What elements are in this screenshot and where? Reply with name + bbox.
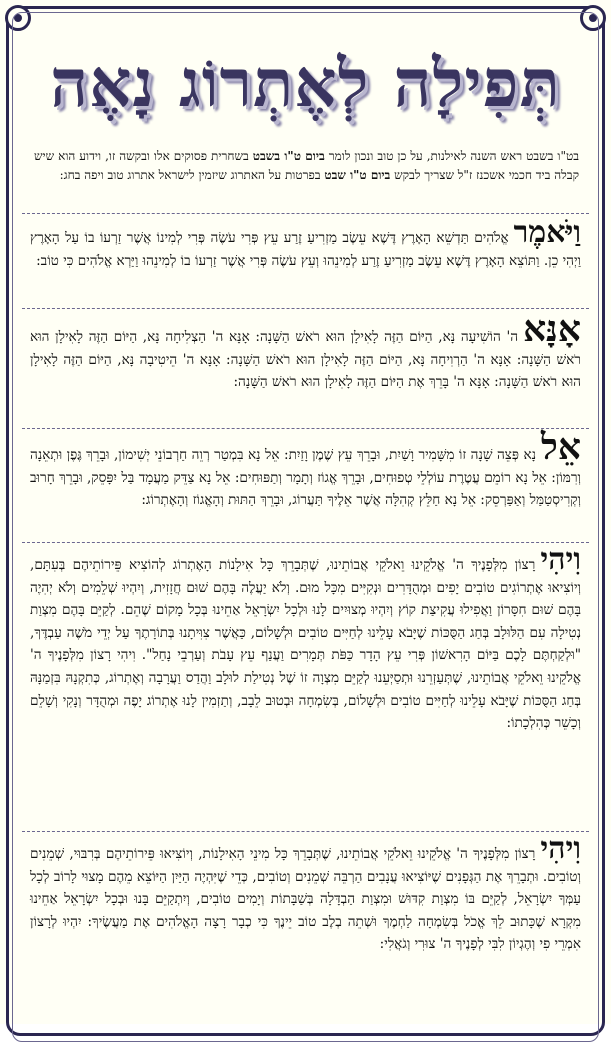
section-vayomer xyxy=(30,215,581,272)
intro-text: בפרטות על האתרוג שיזמין לישראל אתרוג טוב ויפה בחג: xyxy=(59,168,325,182)
section-ana xyxy=(30,308,581,394)
section-text: נָא פְּצֵה שָׁנָה זוֹ מִשָּׁמִיר וָשַׁיִת, וּבָרֵךְ עֵץ שֶׁמֶן וָזַיִת: אֵל נָא בִּמְטַר רְוֵה חַרְבוֹנֵי יְשִׁימוֹן, וּבָרֵךְ גֶּפֶן וּתְאֵנָה וְרִמּוֹן: אֵל נָא רוֹמֵם עֲטֶרֶת עוֹלְלֵי טְפוּחִים, וּבָרֵךְ אֱגוֹז וְתָמָר וְתַפּוּחִים: אֵל נָא צַדֵּק מַעֲמָד בַּל יִפָּסֵק, וּבָרֵךְ חָרוּב וְקְרִיסְטַמַּל וְאַפַּרְסֵק: אֵל נָא חַלֵּץ קְהִלָּה אֲשֶׁר אֵלֶיךָ תַּעֲרוֹג, וּבָרֵךְ הַתּוּת וְהָאֱגוֹז וְהָאֶתְרוֹג: xyxy=(30,447,581,509)
divider xyxy=(22,308,589,309)
section-text: רָצוֹן מִלְּפָנֶיךָ ה' אֱלֹקֵינוּ וֵאלֹקֵי אֲבוֹתֵינוּ, שֶׁתְּבָרֵךְ כָּל מִינֵי הָאִילָנוֹת, וְיוֹצִיאוּ פֵּירוֹתֵיהֶם בְּרִבּוּי, שְׁמֵנִים וְטוֹבִים. וּתְבָרֵךְ אֶת הַגְּפָנִים שֶׁיּוֹצִיאוּ עֲנָבִים הַרְבֵּה שְׁמֵנִים וְטוֹבִים, כְּדֵי שֶׁיִּהְיֶה הַיַּיִן הַיּוֹצֵא מֵהֶם מָצוּי לָרוֹב לְכָל עַמְּךָ יִשְׂרָאֵל, לְקַיֵּם בּוֹ מִצְוַת קִדּוּשׁ וּמִצְוַת הַבְדָּלָה בְּשַׁבָּתוֹת וְיָמִים טוֹבִים, וְיִתְקַיֵּם בָּנוּ וּבְכָל יִשְׂרָאֵל אַחֵינוּ מִקְרָא שֶׁכָּתוּב לֵךְ אֱכֹל בְּשִׂמְחָה לַחְמֶךָ וּשְׁתֵה בְלֶב טוֹב יֵינֶךָ כִּי כְבָר רָצָה הָאֱלֹהִים אֶת מַעֲשֶׂיךָ: יִהְיוּ לְרָצוֹן אִמְרֵי פִי וְהֶגְיוֹן לִבִּי לְפָנֶיךָ ה' צוּרִי וְגֹאֲלִי: xyxy=(30,846,581,953)
divider xyxy=(22,542,589,543)
section-lead-word: וִיהִי xyxy=(540,542,581,577)
page-title: תְּפִילָה לְאֶתְרוֹג נָאֶה xyxy=(50,44,561,122)
divider xyxy=(22,213,589,214)
divider xyxy=(22,831,589,832)
section-vihi-1 xyxy=(30,542,581,735)
section-el xyxy=(30,426,581,512)
section-lead-word: אָנָּא xyxy=(523,308,581,350)
section-lead-word: וַיֹּאמֶר xyxy=(513,215,581,250)
divider xyxy=(22,428,589,429)
section-text: ה' הוֹשִׁיעָה נָּא, הַיּוֹם הַזֶּה לָאִילָן הוּא רֹאשׁ הַשָּׁנָה: אָנָּא ה' הַצְלִיחָה נָּא, הַיּוֹם הַזֶּה לָאִילָן הוּא רֹאשׁ הַשָּׁנָה: אָנָּא ה' הַרְוִיחָה נָּא, הַיּוֹם הַזֶּה לָאִילָן הוּא רֹאשׁ הַשָּׁנָה: אָנָּא ה' הֵיטִיבָה נָּא, הַיּוֹם הַזֶּה לָאִילָן הוּא רֹאשׁ הַשָּׁנָה: אָנָּא ה' בָּרֵךְ אֶת הַיּוֹם הַזֶּה לָאִילָן הוּא רֹאשׁ הַשָּׁנָה: xyxy=(30,329,581,391)
section-lead-word: וִיהִי xyxy=(540,831,581,866)
intro-bold: ביום ט"ו שבט xyxy=(324,168,391,182)
intro-text: בשחרית פסוקים אלו ובקשה זו, וידוע הוא שיש קבלה ביד חכמי אשכנז ז"ל שצריך לבקש xyxy=(34,149,579,182)
section-text: רָצוֹן מִלְּפָנֶיךָ ה' אֱלֹקֵינוּ וֵאלֹקֵי אֲבוֹתֵינוּ, שֶׁתְּבָרֵךְ כָּל אִילָנוֹת הָאֶתְרוֹג לְהוֹצִיא פֵּירוֹתֵיהֶם בְּעִתָּם, וְיוֹצִיאוּ אֶתְרוֹגִים טוֹבִים יָפִים וּמְהֻדָּרִים וּנְקִיִּים מִכָּל מוּם. וְלֹא יַעֲלֶה בָּהֶם שׁוּם חֲזָזִית, וְיִהְיוּ שְׁלֵמִים וְלֹא יְהִיֶה בָּהֶם שׁוּם חִסָּרוֹן וַאֲפִילוּ עֲקִיצַת קוֹץ וְיִהְיוּ מְצוּיִים לָנוּ וּלְכָל יִשְׂרָאֵל אַחֵינוּ בְּכָל מָקוֹם שֶׁהֵם. לְקַיֵּם בָּהֶם מִצְוַת נְטִילָה עִם הַלּוּלָב בְּחַג הַסֻּכּוֹת שֶׁיָּבֹא עָלֵינוּ לְחַיִּים טוֹבִים וּלְשָׁלוֹם, כַּאֲשֶׁר צִוִּיתָנוּ בְּתוֹרָתֶךָ עַל יְדֵי מֹשֶׁה עַבְדֶּךָ, "וּלְקַחְתֶּם לָכֶם בַּיּוֹם הָרִאשׁוֹן פְּרִי עֵץ הָדָר כַּפֹּת תְּמָרִים וַעֲנַף עֵץ עָבֹת וְעַרְבֵי נָחַל". וִיהִי רָצוֹן מִלְּפָנֶיךָ ה' אֱלֹקֵינוּ וֵאלֹקֵי אֲבוֹתֵינוּ, שֶׁתְּעַזְרֵנוּ וּתְסַיְּעֵנוּ לְקַיֵּם מִצְוָה זוֹ שֶׁל נְטִילַת לוּלָב וַהֲדַס וַעֲרָבָה וְאֶתְרוֹג, כְּתִקְנָהּ בִּזְמַנָּהּ בְּחַג הַסֻּכּוֹת שֶׁיָּבֹא עָלֵינוּ לְחַיִּים טוֹבִים וּלְשָׁלוֹם, בְּשִׂמְחָה וּבְטוּב לֵבָב, וְתַזְמִין לָנוּ אֶתְרוֹג יָפֶה וּמְהֻדָּר וְנָקִי וְשָׁלֵם וְכָשֵׁר כְּהִלְכָתוֹ: xyxy=(30,557,581,732)
section-vihi-2 xyxy=(30,831,581,956)
intro-bold: ביום ט"ו בשבט xyxy=(252,149,325,163)
intro-text: בט"ו בשבט ראש השנה לאילנות, על כן טוב ונכון לומר xyxy=(324,149,579,163)
intro-paragraph xyxy=(34,147,579,185)
section-lead-word: אֵל xyxy=(541,426,581,468)
section-text: אֱלֹהִים תַּדְשֵׁא הָאָרֶץ דֶּשֶׁא עֵשֶׂב מַזְרִיעַ זֶרַע עֵץ פְּרִי עֹשֶׂה פְּרִי לְמִינוֹ אֲשֶׁר זַרְעוֹ בוֹ עַל הָאָרֶץ וַיְהִי כֵן. וַתּוֹצֵא הָאָרֶץ דֶּשֶׁא עֵשֶׂב מַזְרִיעַ זֶרַע לְמִינֵהוּ וְעֵץ עֹשֶׂה פְּרִי אֲשֶׁר זַרְעוֹ בוֹ לְמִינֵהוּ וַיַּרְא אֱלֹהִים כִּי טוֹב: xyxy=(30,230,581,269)
